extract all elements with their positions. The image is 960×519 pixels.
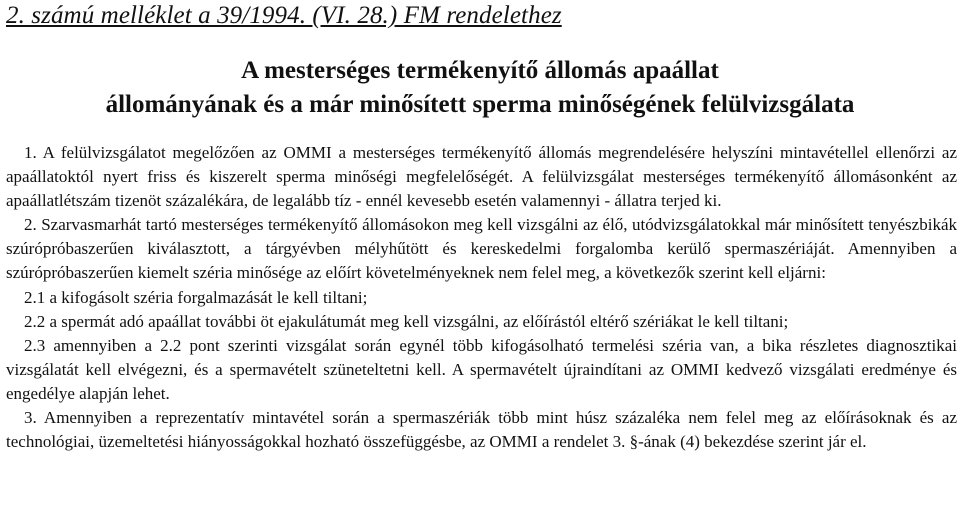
paragraph-2-1: 2.1 a kifogásolt széria forgalmazását le kell tiltani; [24, 287, 368, 307]
document-title-line-1: A mesterséges termékenyítő állomás apaállat [241, 57, 719, 84]
document-body [6, 141, 957, 454]
paragraph-2: 2. Szarvasmarhát tartó mesterséges termékenyítő állomásokon meg kell vizsgálni az élő, utódvizsgálatokkal már minősített tenyészbikák szúrópróbaszerűen kiválasztott, a tárgyévben mélyhűtött és kereskedelmi forgalomba kerülő spermaszériáját. Amennyiben a szúrópróbaszerűen kiemelt széria minősége az előírt követelményeknek nem felel meg, a következők szerint kell eljárni: [6, 215, 957, 283]
paragraph-3: 3. Amennyiben a reprezentatív mintavétel során a spermaszériák több mint húsz százaléka nem felel meg az előírásoknak és az technológiai, üzemeltetési hiányosságokkal hozható összefüggésbe, az OMMI a rendelet 3. §-ának (4) bekezdése szerint jár el. [6, 408, 957, 452]
annex-heading: 2. számú melléklet a 39/1994. (VI. 28.) FM rendelethez [6, 2, 562, 29]
paragraph-2-2: 2.2 a spermát adó apaállat további öt ejakulátumát meg kell vizsgálni, az előírástól eltérő szériákat le kell tiltani; [24, 311, 789, 331]
paragraph-2-3: 2.3 amennyiben a 2.2 pont szerinti vizsgálat során egynél több kifogásolható termelési széria van, a bika részletes diagnosztikai vizsgálatát kell elvégezni, és a spermavételt szüneteltetni kell. A spermavételt újraindítani az OMMI kedvező vizsgálati eredménye és engedélye alapján lehet. [6, 335, 957, 403]
paragraph-1: 1. A felülvizsgálatot megelőzően az OMMI a mesterséges termékenyítő állomás megrendelésére helyszíni mintavétellel ellenőrzi az apaállatoktól nyert friss és kiszerelt sperma minőségi megfelelőségét. A felülvizsgálat mesterséges termékenyítő állomásonként az apaállatlétszám tizenöt százalékára, de legalább tíz - ennél kevesebb esetén valamennyi - állatra terjed ki. [6, 143, 957, 211]
document-title-line-2: állományának és a már minősített sperma minőségének felülvizsgálata [105, 91, 855, 118]
